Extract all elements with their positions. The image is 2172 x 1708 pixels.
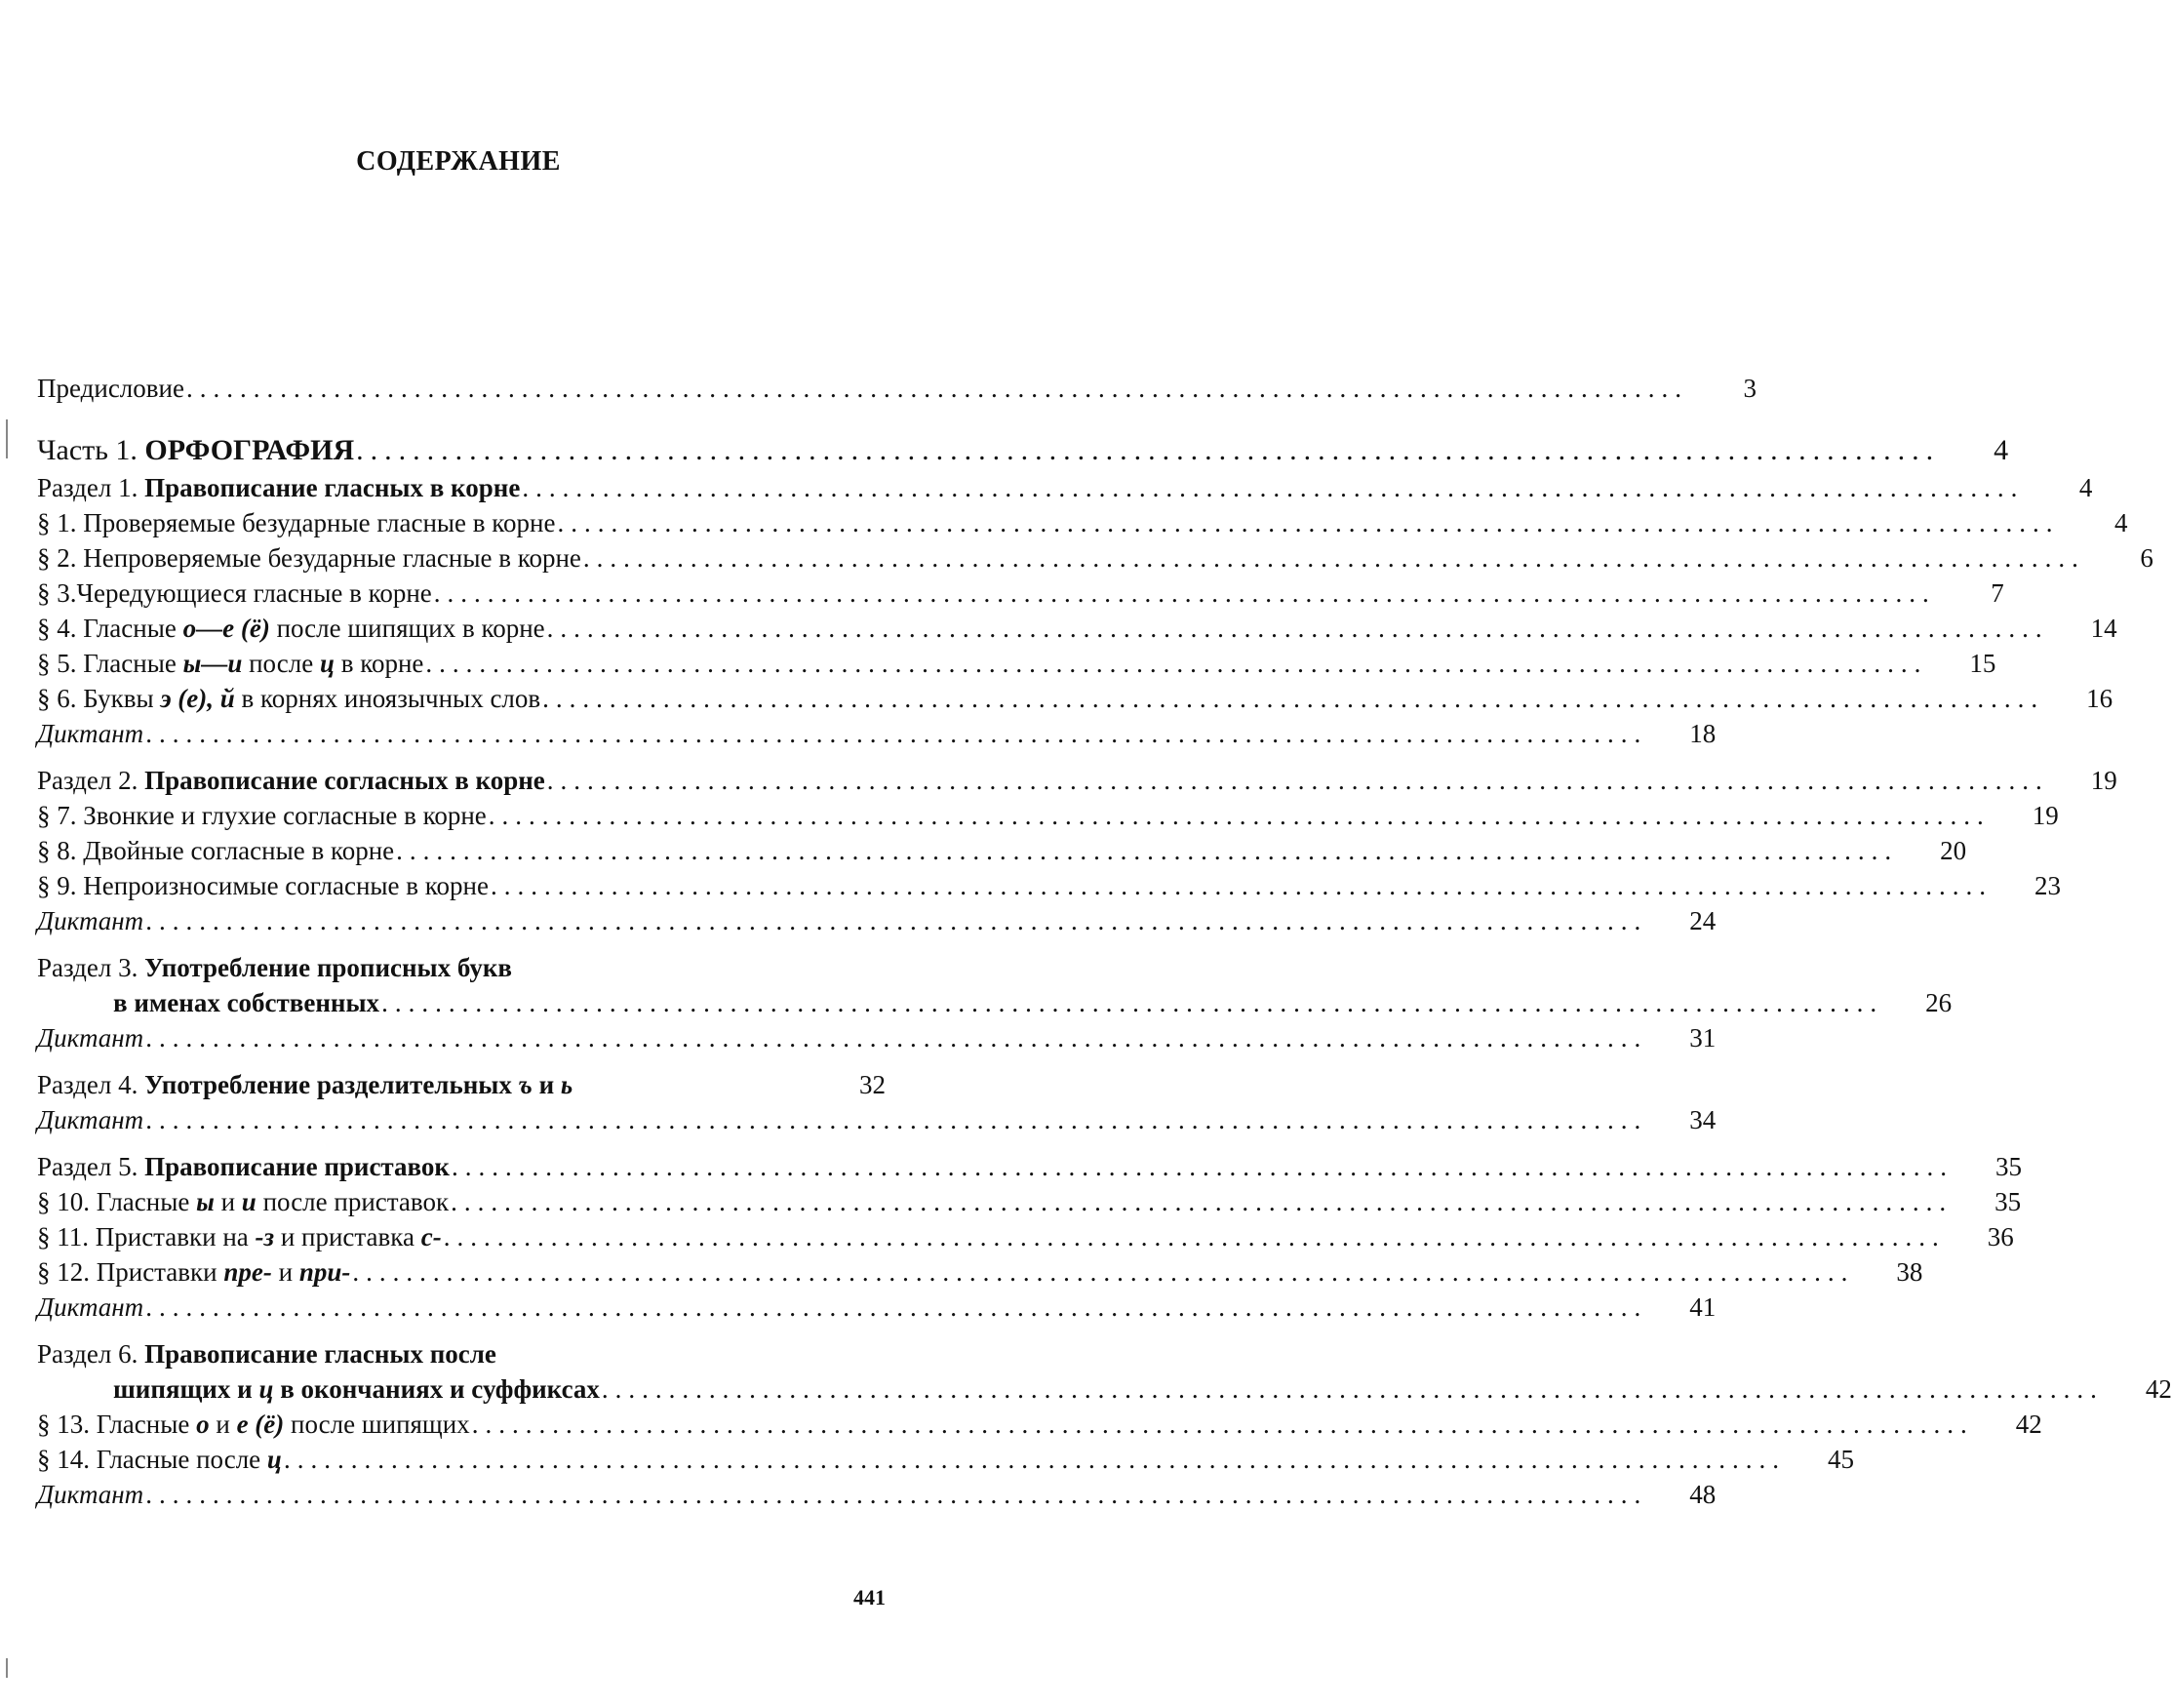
entry-label: Диктант: [37, 1292, 144, 1322]
dot-leader: ................................................................................................................: [451, 1152, 1954, 1181]
dot-leader: ................................................................................................................: [352, 1257, 1855, 1287]
toc-entry-paragraph-14: [37, 1442, 1854, 1477]
section-title: Правописание гласных после: [144, 1339, 496, 1369]
toc-entry-section-2: [37, 763, 2117, 798]
entry-page: 45: [1827, 1445, 1854, 1474]
entry-page: 31: [1689, 1023, 1717, 1053]
entry-page: 18: [1689, 719, 1717, 748]
toc-entry-dictation: [37, 716, 1717, 751]
entry-label: § 2. Непроверяемые безударные гласные в корне: [37, 543, 581, 573]
entry-letters: о: [196, 1410, 210, 1439]
toc-entry-section-3-continued: [37, 985, 1953, 1020]
entry-text: в корне: [334, 649, 424, 678]
toc-entry-section-6: [37, 1336, 886, 1371]
dot-leader: ................................................................................................................: [356, 434, 1941, 466]
section-prefix: Раздел 1.: [37, 473, 138, 502]
toc-entry-paragraph-9: [37, 868, 2061, 903]
toc-entry-paragraph-12: [37, 1254, 1923, 1290]
entry-page: 32: [859, 1070, 886, 1099]
entry-label: § 9. Непроизносимые согласные в корне: [37, 871, 489, 900]
section-letter: ъ: [518, 1070, 533, 1099]
entry-label: Диктант: [37, 719, 144, 748]
dot-leader: ................................................................................................................: [283, 1445, 1786, 1474]
dot-leader: ................................................................................................................: [145, 1023, 1648, 1053]
entry-text: и: [271, 1257, 299, 1287]
part-prefix: Часть 1.: [37, 434, 138, 466]
entry-text: § 11. Приставки на: [37, 1222, 256, 1251]
toc-entry-paragraph-10: [37, 1184, 2022, 1219]
entry-page: 48: [1689, 1480, 1717, 1509]
dot-leader: ................................................................................................................: [522, 473, 2025, 502]
entry-page: 20: [1940, 836, 1967, 865]
table-of-contents: [37, 371, 2172, 1512]
entry-text: § 5. Гласные: [37, 649, 183, 678]
entry-text: и: [214, 1187, 242, 1216]
section-letter: ц: [258, 1374, 274, 1404]
toc-entry-dictation: [37, 1290, 1717, 1325]
toc-entry-paragraph-13: [37, 1407, 2042, 1442]
entry-page: 23: [2034, 871, 2061, 900]
dot-leader: ................................................................................................................: [443, 1222, 1946, 1251]
entry-letters: пре-: [223, 1257, 272, 1287]
entry-label: § 1. Проверяемые безударные гласные в корне: [37, 508, 556, 537]
scan-edge-mark: [6, 419, 8, 458]
entry-page: 26: [1925, 988, 1953, 1017]
section-title: Правописание согласных в корне: [144, 766, 545, 795]
dot-leader: ................................................................................................................: [145, 906, 1648, 935]
section-title: Употребление прописных букв: [144, 953, 512, 982]
entry-text: и: [209, 1410, 237, 1439]
dot-leader: ................................................................................................................: [488, 801, 1991, 830]
dot-leader: ................................................................................................................: [546, 614, 2049, 643]
entry-label: § 7. Звонкие и глухие согласные в корне: [37, 801, 487, 830]
toc-entry-paragraph-5: [37, 646, 1996, 681]
entry-letters: при-: [298, 1257, 351, 1287]
entry-page: 38: [1896, 1257, 1923, 1287]
section-title-continued: в именах собственных: [113, 988, 380, 1017]
toc-entry-paragraph-11: [37, 1219, 2014, 1254]
entry-label: Диктант: [37, 1105, 144, 1134]
entry-page: 4: [2078, 473, 2093, 502]
toc-entry-paragraph-1: [37, 505, 2128, 540]
section-prefix: Раздел 3.: [37, 953, 138, 982]
entry-page: 19: [2032, 801, 2059, 830]
entry-text: после приставок: [256, 1187, 450, 1216]
toc-entry-preface: [37, 371, 1757, 406]
entry-page: 24: [1689, 906, 1717, 935]
entry-page: 16: [2086, 684, 2113, 713]
entry-page: 34: [1689, 1105, 1717, 1134]
entry-label: § 8. Двойные согласные в корне: [37, 836, 395, 865]
entry-label: Диктант: [37, 906, 144, 935]
toc-entry-dictation: [37, 1020, 1717, 1055]
scan-edge-mark: [6, 1658, 8, 1678]
toc-entry-section-3: [37, 950, 886, 985]
entry-letters: э (е), й: [160, 684, 235, 713]
dot-leader: ................................................................................................................: [490, 871, 1993, 900]
toc-entry-paragraph-2: [37, 540, 2153, 576]
dot-leader: ................................................................................................................: [145, 1292, 1648, 1322]
section-title: и: [532, 1070, 561, 1099]
section-prefix: Раздел 5.: [37, 1152, 138, 1181]
dot-leader: ................................................................................................................: [471, 1410, 1974, 1439]
toc-entry-paragraph-4: [37, 611, 2117, 646]
entry-text: после шипящих в корне: [269, 614, 545, 643]
entry-letters: с-: [420, 1222, 442, 1251]
entry-page: 36: [1987, 1222, 2014, 1251]
entry-label: Диктант: [37, 1480, 144, 1509]
toc-entry-dictation: [37, 1477, 1717, 1512]
entry-page: 7: [1991, 578, 2004, 608]
entry-letters: и: [241, 1187, 257, 1216]
page-number: 441: [853, 1585, 886, 1609]
toc-entry-section-5: [37, 1149, 2022, 1184]
dot-leader: ................................................................................................................: [145, 1105, 1648, 1134]
toc-entry-section-4: [37, 1067, 886, 1102]
dot-leader: ................................................................................................................: [185, 374, 1688, 403]
dot-leader: ................................................................................................................: [582, 543, 2085, 573]
entry-page: 3: [1743, 374, 1757, 403]
section-prefix: Раздел 6.: [37, 1339, 138, 1369]
dot-leader: ................................................................................................................: [145, 719, 1648, 748]
toc-entry-section-1: [37, 470, 2093, 505]
entry-text: после: [242, 649, 320, 678]
entry-label: Диктант: [37, 1023, 144, 1053]
entry-text: § 12. Приставки: [37, 1257, 224, 1287]
entry-text: § 4. Гласные: [37, 614, 183, 643]
dot-leader: ................................................................................................................: [601, 1374, 2104, 1404]
entry-letters: -з: [255, 1222, 275, 1251]
entry-page: 15: [1969, 649, 1996, 678]
entry-text: в корнях иноязычных слов: [234, 684, 541, 713]
entry-page: 42: [2145, 1374, 2172, 1404]
toc-entry-paragraph-3: [37, 576, 2004, 611]
section-letter: ь: [560, 1070, 573, 1099]
dot-leader: ................................................................................................................: [557, 508, 2060, 537]
toc-entry-paragraph-7: [37, 798, 2059, 833]
dot-leader: ................................................................................................................: [396, 836, 1899, 865]
section-title: Употребление разделительных: [144, 1070, 519, 1099]
entry-page: 35: [1994, 1152, 2022, 1181]
entry-text: и приставка: [274, 1222, 421, 1251]
section-prefix: Раздел 4.: [37, 1070, 138, 1099]
dot-leader: ................................................................................................................: [542, 684, 2045, 713]
entry-text: § 13. Гласные: [37, 1410, 197, 1439]
entry-text: § 14. Гласные после: [37, 1445, 267, 1474]
toc-entry-part-1: [37, 431, 2009, 470]
entry-page: 4: [2113, 508, 2128, 537]
entry-label: § 3.Чередующиеся гласные в корне: [37, 578, 432, 608]
entry-text: § 6. Буквы: [37, 684, 161, 713]
section-title-continued: в окончаниях и суффиксах: [273, 1374, 600, 1404]
toc-entry-dictation: [37, 903, 1717, 938]
entry-letters: ц: [266, 1445, 282, 1474]
entry-text: § 10. Гласные: [37, 1187, 197, 1216]
entry-page: 14: [2090, 614, 2117, 643]
entry-label: Предисловие: [37, 374, 184, 403]
entry-page: 19: [2090, 766, 2117, 795]
toc-entry-section-6-continued: [37, 1371, 2172, 1407]
dot-leader: ................................................................................................................: [433, 578, 1936, 608]
section-prefix: Раздел 2.: [37, 766, 138, 795]
entry-letters: ы—и: [182, 649, 243, 678]
entry-page: 4: [1994, 434, 2009, 466]
section-title: Правописание приставок: [144, 1152, 450, 1181]
entry-text: после шипящих: [284, 1410, 470, 1439]
entry-letters: о—е (ё): [182, 614, 270, 643]
dot-leader: ................................................................................................................: [451, 1187, 1954, 1216]
dot-leader: ................................................................................................................: [425, 649, 1928, 678]
entry-page: 35: [1994, 1187, 2022, 1216]
dot-leader: ................................................................................................................: [381, 988, 1884, 1017]
entry-page: 6: [2140, 543, 2153, 573]
toc-entry-paragraph-6: [37, 681, 2113, 716]
entry-page: 41: [1689, 1292, 1717, 1322]
dot-leader: ................................................................................................................: [145, 1480, 1648, 1509]
entry-letters: ц: [319, 649, 335, 678]
section-title-continued: шипящих и: [113, 1374, 259, 1404]
section-title: Правописание гласных в корне: [144, 473, 521, 502]
part-title: ОРФОГРАФИЯ: [144, 434, 355, 466]
entry-page: 42: [2015, 1410, 2042, 1439]
page-title: СОДЕРЖАНИЕ: [356, 146, 561, 177]
entry-letters: ы: [196, 1187, 215, 1216]
toc-entry-paragraph-8: [37, 833, 1967, 868]
entry-letters: е (ё): [236, 1410, 285, 1439]
dot-leader: ................................................................................................................: [546, 766, 2049, 795]
toc-entry-dictation: [37, 1102, 1717, 1137]
